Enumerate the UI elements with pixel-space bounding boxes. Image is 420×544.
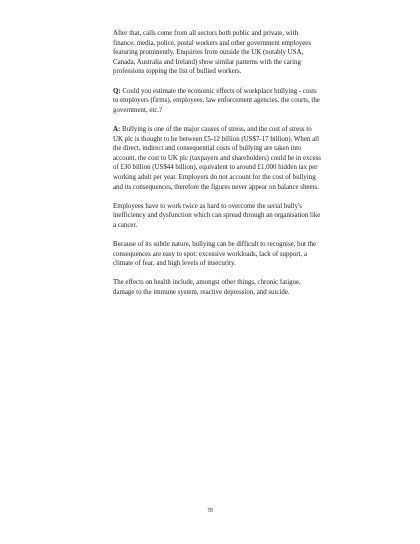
answer-text: Bullying is one of the major causes of stress, and the cost of stress to UK plc is thought to be between £5-12 billion (US$7-17 billion). When all the direct, indirect and consequential costs of bullying are taken into account, the cost to UK plc (taxpayers and shareholders) could be in excess of £30 billion (US$44 billion), equivalent to around £1,000 hidden tax per working adult per year. Employers do not account for the cost of bullying and its consequences, therefore the figures never appear on balance sheets. [113, 125, 321, 191]
paragraph-subtle-nature [113, 240, 321, 269]
paragraph-text: Employees have to work twice as hard to overcome the serial bully's inefficiency and dysfunction which can spread through an organisation like a cancer. [113, 202, 321, 229]
question-label: Q: [113, 87, 121, 95]
paragraph-text: After that, calls come from all sectors both public and private, with finance, media, police, postal workers and other government employees featuring prominently. Enquiries from outside the UK (notably USA, Canada, Australia and Ireland) show similar patterns with the caring professions topping the list of bullied workers. [113, 30, 312, 76]
question-text: Could you estimate the economic effects of workplace bullying - costs to employers (firms), employees, law enforcement agencies, the courts, the government, etc.? [113, 87, 320, 114]
paragraph-sectors [113, 29, 321, 77]
body-text [113, 29, 321, 307]
answer-label: A: [113, 125, 121, 133]
paragraph-text: The effects on health include, amongst other things, chronic fatigue, damage to the immune system, reactive depression, and suicide. [113, 279, 301, 297]
paragraph-employees [113, 202, 321, 231]
paragraph-text: Because of its subtle nature, bullying can be difficult to recognise, but the consequences are easy to spot: excessive workloads, lack of support, a climate of fear, and high levels of insecurity. [113, 241, 317, 268]
page-number: 78 [207, 508, 213, 514]
question-paragraph [113, 87, 321, 116]
answer-paragraph [113, 125, 321, 192]
paragraph-health-effects [113, 278, 321, 297]
